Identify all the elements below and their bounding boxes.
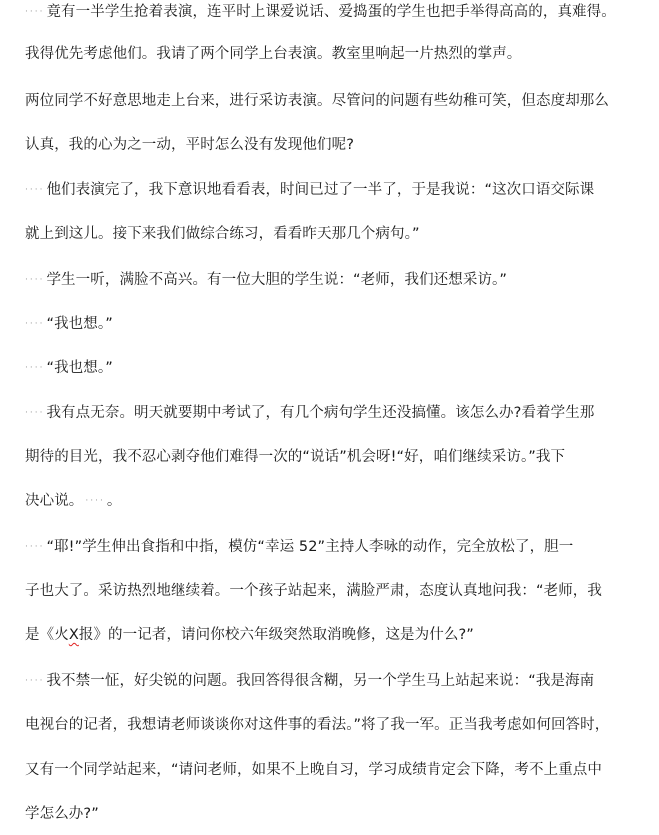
text-line (25, 2, 650, 22)
line-text: “我也想。” (46, 316, 113, 332)
line-text: 又有一个同学站起来，“请问老师，如果不上晚自习，学习成绩肯定会下降，考不上重点中 (25, 762, 603, 778)
text-line (25, 715, 650, 735)
indent-marker: ···· (25, 275, 45, 285)
text-line (25, 314, 650, 334)
line-text: 我得优先考虑他们。我请了两个同学上台表演。教室里响起一片热烈的掌声。 (25, 46, 522, 62)
text-line (25, 91, 650, 111)
indent-marker: ···· (25, 363, 45, 373)
line-text: 两位同学不好意思地走上台来，进行采访表演。尽管问的问题有些幼稚可笑，但态度却那么 (25, 93, 609, 109)
line-text: 学怎么办?” (25, 806, 99, 822)
line-text: 决心说。 (25, 493, 84, 509)
text-line (25, 270, 650, 290)
period-mark: 。 (106, 493, 122, 509)
text-line (25, 491, 650, 511)
line-text: 电视台的记者，我想请老师谈谈你对这件事的看法。”将了我一军。正当我考虑如何回答时， (25, 717, 610, 733)
line-text: 报》的一记者，请问你校六年级突然取消晚修，这是为什么?” (78, 627, 474, 643)
line-text: 他们表演完了，我下意识地看看表，时间已过了一半了，于是我说：“这次口语交际课 (46, 182, 595, 198)
text-line (25, 760, 650, 780)
line-text: 是《火 (25, 627, 69, 643)
line-text: “我也想。” (46, 360, 113, 376)
text-line (25, 804, 650, 824)
indent-marker: ···· (25, 7, 45, 17)
line-text: 学生一听，满脸不高兴。有一位大胆的学生说：“老师，我们还想采访。” (46, 272, 508, 288)
text-line (25, 403, 650, 423)
line-text: 我有点无奈。明天就要期中考试了，有几个病句学生还没搞懂。该怎么办?看着学生那 (46, 405, 595, 421)
indent-marker: ···· (85, 496, 105, 506)
text-line (25, 625, 650, 645)
text-line (25, 180, 650, 200)
text-line (25, 537, 650, 557)
text-line (25, 581, 650, 601)
indent-marker: ···· (25, 319, 45, 329)
text-line (25, 671, 650, 691)
line-text: 认真，我的心为之一动，平时怎么没有发现他们呢? (25, 137, 354, 153)
indent-marker: ···· (25, 676, 45, 686)
text-line (25, 135, 650, 155)
line-text: 就上到这儿。接下来我们做综合练习，看看昨天那几个病句。” (25, 226, 420, 242)
text-line (25, 358, 650, 378)
text-line (25, 44, 650, 64)
line-text: 子也大了。采访热烈地继续着。一个孩子站起来，满脸严肃，态度认真地问我：“老师，我 (25, 583, 603, 599)
text-line (25, 447, 650, 467)
line-text: 我不禁一怔，好尖锐的问题。我回答得很含糊，另一个学生马上站起来说：“我是海南 (46, 673, 595, 689)
spellcheck-flagged-word[interactable]: X (68, 627, 79, 643)
text-line (25, 224, 650, 244)
indent-marker: ···· (25, 185, 45, 195)
indent-marker: ···· (25, 542, 45, 552)
indent-marker: ···· (25, 408, 45, 418)
line-text: 竟有一半学生抢着表演，连平时上课爱说话、爱捣蛋的学生也把手举得高高的，真难得。 (46, 4, 616, 20)
line-text: “耶!”学生伸出食指和中指，模仿“幸运 52”主持人李咏的动作，完全放松了，胆一 (46, 539, 574, 555)
line-text: 期待的目光，我不忍心剥夺他们难得一次的“说话”机会呀!“好，咱们继续采访。”我下 (25, 449, 566, 465)
